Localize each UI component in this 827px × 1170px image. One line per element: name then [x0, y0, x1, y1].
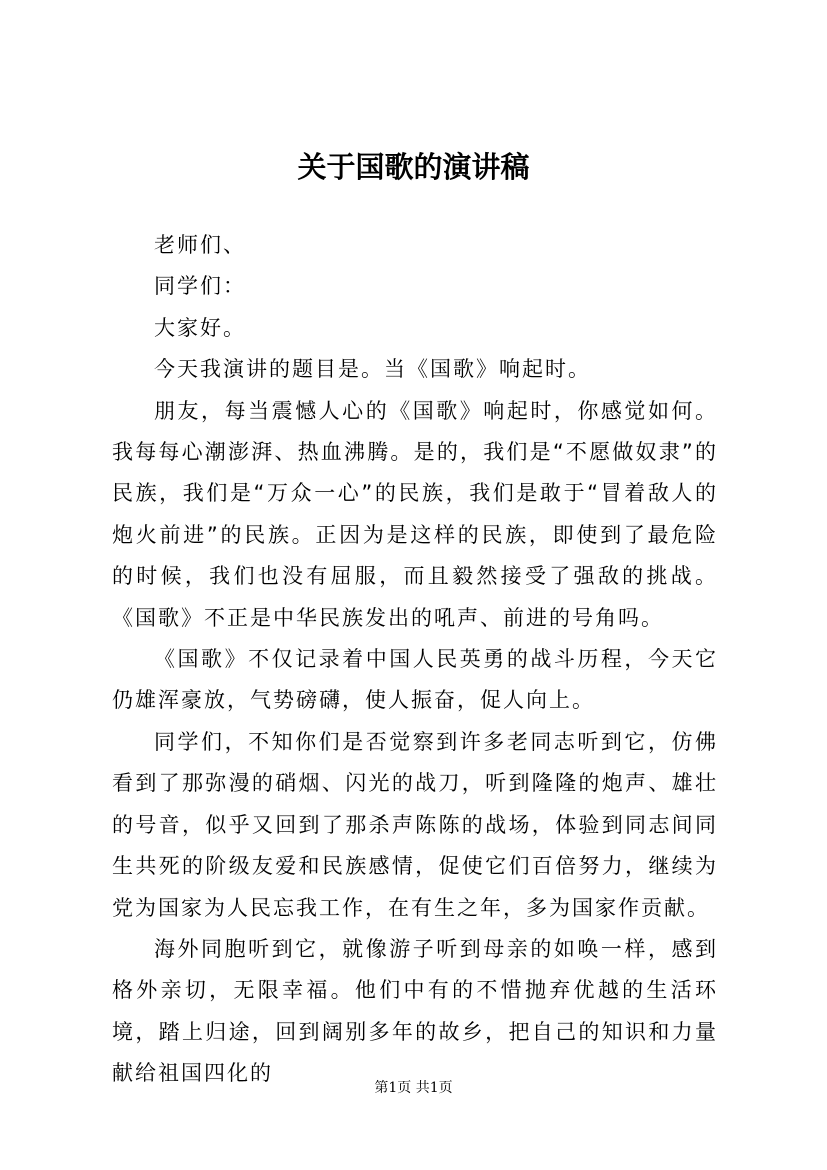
paragraph-body-1: 朋友，每当震憾人心的《国歌》响起时，你感觉如何。我每每心潮澎湃、热血沸腾。是的，我们是“不愿做奴隶”的民族，我们是“万众一心”的民族，我们是敢于“冒着敌人的炮火前进”的民族。正因为是这样的民族，即使到了最危险的时候，我们也没有屈服，而且毅然接受了强敌的挑战。《国歌》不正是中华民族发出的吼声、前进的号角吗。	[112, 398, 718, 630]
paragraph-body-4: 海外同胞听到它，就像游子听到母亲的如唤一样，感到格外亲切，无限幸福。他们中有的不惜抛弃优越的生活环境，踏上归途，回到阔别多年的故乡，把自己的知识和力量献给祖国四化的	[112, 936, 718, 1086]
paragraph-body-2: 《国歌》不仅记录着中国人民英勇的战斗历程，今天它仍雄浑豪放，气势磅礴，使人振奋，促人向上。	[112, 647, 718, 713]
paragraph-greeting-teachers: 老师们、	[154, 233, 246, 257]
paragraph-body-3: 同学们，不知你们是否觉察到许多老同志听到它，仿佛看到了那弥漫的硝烟、闪光的战刀，听到隆隆的炮声、雄壮的号音，似乎又回到了那杀声陈陈的战场，体验到同志间同生共死的阶级友爱和民族感情，促使它们百倍努力，继续为党为国家为人民忘我工作，在有生之年，多为国家作贡献。	[112, 729, 718, 920]
paragraph-topic: 今天我演讲的题目是。当《国歌》响起时。	[154, 357, 591, 382]
document-body	[112, 225, 718, 1095]
document-title: 关于国歌的演讲稿	[297, 150, 530, 184]
paragraph-greeting-students: 同学们：	[154, 274, 246, 299]
paragraph-greeting-all: 大家好。	[154, 315, 246, 340]
page-number-footer: 第1页 共1页	[374, 1080, 453, 1096]
